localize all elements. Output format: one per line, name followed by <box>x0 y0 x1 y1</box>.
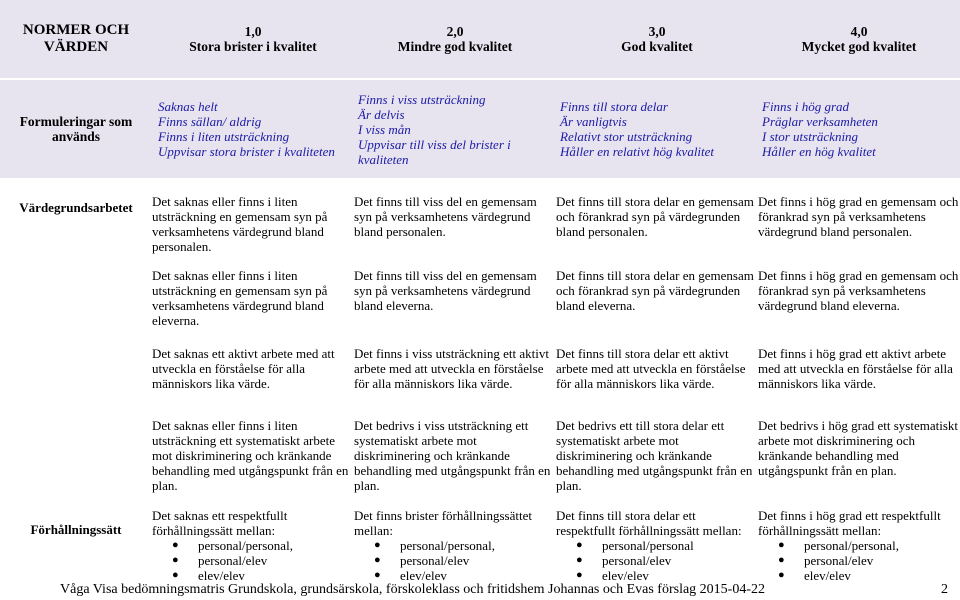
level-label: Mycket god kvalitet <box>801 39 917 54</box>
formulering-line: Är vanligtvis <box>560 114 627 129</box>
forhallning-text: Det finns brister förhållningssättet mellan: <box>354 508 532 538</box>
row-label-forhallningssatt: Förhållningssätt <box>30 522 122 537</box>
list-item: ● elev/elev <box>556 568 758 583</box>
criterion-cell: Det finns i hög grad ett aktivt arbete med att utveckla en förståelse för alla människors lika värde. <box>758 346 953 391</box>
list-item: ● personal/elev <box>556 553 758 568</box>
criterion-cell: Det saknas ett aktivt arbete med att utveckla en förståelse för alla människors lika värde. <box>152 346 335 391</box>
relation-list <box>354 538 556 583</box>
header-row <box>0 0 960 79</box>
list-item: ● elev/elev <box>354 568 556 583</box>
list-item: ● personal/elev <box>152 553 354 568</box>
criterion-row <box>0 254 960 336</box>
footer-text: Våga Visa bedömningsmatris Grundskola, grundsärskola, förskoleklass och fritidshem Johannas och Evas förslag 2015-04-22 <box>60 582 765 597</box>
criterion-cell: Det finns i viss utsträckning ett aktivt arbete med att utveckla en förståelse för alla människors lika värde. <box>354 346 549 391</box>
row-label-formuleringar: Formuleringar som används <box>0 79 152 178</box>
criterion-cell: Det finns till viss del en gemensam syn på verksamhetens värdegrund bland eleverna. <box>354 268 537 313</box>
level-score: 2,0 <box>446 24 464 39</box>
criterion-cell: Det bedrivs i viss utsträckning ett systematiskt arbete mot diskriminering och kränkande behandling med utgångspunkt från en plan. <box>354 418 551 493</box>
criterion-cell: Det saknas eller finns i liten utsträckning en gemensam syn på verksamhetens värdegrund bland personalen. <box>152 194 328 254</box>
formulering-line: Uppvisar stora brister i kvaliteten <box>158 144 335 159</box>
row-label-empty <box>0 336 152 408</box>
level-score: 4,0 <box>850 24 868 39</box>
formulering-line: I viss mån <box>358 121 411 137</box>
level-header-1 <box>152 0 354 79</box>
formulering-line: Saknas helt <box>158 99 218 114</box>
formulering-line: Håller en hög kvalitet <box>762 144 876 159</box>
formulering-line: Präglar verksamheten <box>762 114 878 129</box>
formulering-cell-4 <box>758 79 960 178</box>
list-item: ● personal/personal, <box>758 538 960 553</box>
formuleringar-row <box>0 79 960 178</box>
formulering-line: Uppvisar till viss del brister i kvaliteten <box>358 136 511 167</box>
criterion-cell: Det finns till viss del en gemensam syn på verksamhetens värdegrund bland personalen. <box>354 194 537 239</box>
level-score: 3,0 <box>648 24 666 39</box>
criterion-row <box>0 408 960 500</box>
criterion-cell: Det bedrivs i hög grad ett systematiskt arbete mot diskriminering och kränkande behandling med utgångspunkt från en plan. <box>758 418 959 478</box>
list-item: ● personal/personal, <box>152 538 354 553</box>
formulering-line: Finns till stora delar <box>560 99 668 114</box>
criterion-cell: Det finns till stora delar en gemensam och förankrad syn på värdegrunden bland personalen. <box>556 194 754 239</box>
criterion-cell: Det saknas eller finns i liten utsträckning en gemensam syn på verksamhetens värdegrund bland eleverna. <box>152 268 328 328</box>
forhallning-cell-1 <box>152 500 354 586</box>
formulering-line: I stor utsträckning <box>762 129 859 144</box>
formulering-line: Finns i hög grad <box>762 99 850 114</box>
forhallning-text: Det finns till stora delar ett respektfullt förhållningssätt mellan: <box>556 508 742 538</box>
row-label-vardegrund: Värdegrundsarbetet <box>19 200 133 215</box>
level-score: 1,0 <box>244 24 262 39</box>
level-header-2 <box>354 0 556 79</box>
formulering-line: Finns i viss utsträckning <box>358 91 486 107</box>
column-label-norms: NORMER OCH VÄRDEN <box>0 0 152 79</box>
criterion-cell: Det finns till stora delar en gemensam och förankrad syn på värdegrunden bland eleverna. <box>556 268 754 313</box>
forhallning-cell-3 <box>556 500 758 586</box>
level-label: Stora brister i kvalitet <box>189 39 317 54</box>
row-label-empty <box>0 254 152 336</box>
level-label: God kvalitet <box>621 39 693 54</box>
forhallning-cell-4 <box>758 500 960 586</box>
formulering-line: Är delvis <box>358 106 405 122</box>
formulering-line: Finns i liten utsträckning <box>158 129 290 144</box>
criterion-cell: Det finns till stora delar ett aktivt arbete med att utveckla en förståelse för alla människors lika värde. <box>556 346 746 391</box>
page-number: 2 <box>941 582 948 597</box>
relation-list <box>556 538 758 583</box>
list-item: ● personal/personal <box>556 538 758 553</box>
forhallning-cell-2 <box>354 500 556 586</box>
formulering-line: Finns sällan/ aldrig <box>158 114 262 129</box>
list-item: ● personal/elev <box>758 553 960 568</box>
list-item: ● elev/elev <box>152 568 354 583</box>
forhallning-text: Det finns i hög grad ett respektfullt förhållningssätt mellan: <box>758 508 941 538</box>
criterion-cell: Det finns i hög grad en gemensam och förankrad syn på verksamhetens värdegrund bland eleverna. <box>758 268 959 313</box>
formulering-cell-3 <box>556 79 758 178</box>
row-label-empty <box>0 408 152 500</box>
criterion-row <box>0 336 960 408</box>
forhallningssatt-row <box>0 500 960 586</box>
list-item: ● personal/personal, <box>354 538 556 553</box>
criterion-cell: Det bedrivs ett till stora delar ett systematiskt arbete mot diskriminering och kränkande behandling med utgångspunkt från en plan. <box>556 418 753 493</box>
formulering-line: Håller en relativt hög kvalitet <box>560 144 715 159</box>
relation-list <box>758 538 960 583</box>
criterion-row <box>0 178 960 254</box>
level-header-4 <box>758 0 960 79</box>
level-header-3 <box>556 0 758 79</box>
criterion-cell: Det finns i hög grad en gemensam och förankrad syn på verksamhetens värdegrund bland personalen. <box>758 194 959 239</box>
list-item: ● elev/elev <box>758 568 960 583</box>
level-label: Mindre god kvalitet <box>397 39 513 54</box>
criterion-cell: Det saknas eller finns i liten utsträckning ett systematiskt arbete mot diskriminering och kränkande behandling med utgångspunkt från en plan. <box>152 418 349 493</box>
list-item: ● personal/elev <box>354 553 556 568</box>
formulering-cell-1 <box>152 79 354 178</box>
page-footer <box>0 580 960 598</box>
formulering-cell-2 <box>354 79 556 178</box>
formulering-line: Relativt stor utsträckning <box>560 129 693 144</box>
relation-list <box>152 538 354 583</box>
forhallning-text: Det saknas ett respektfullt förhållningssätt mellan: <box>152 508 288 538</box>
